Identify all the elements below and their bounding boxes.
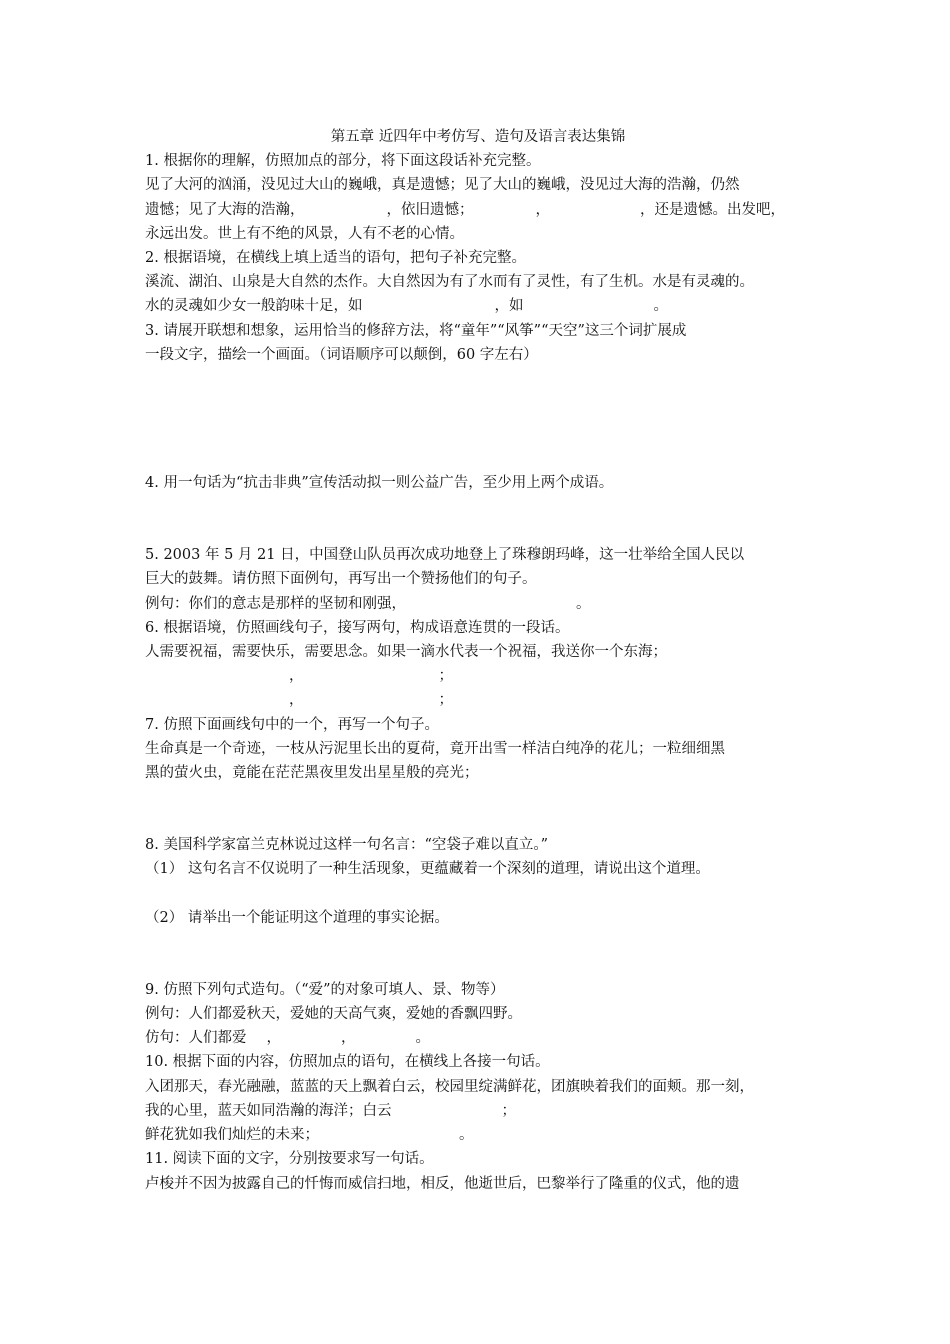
q1-prompt: 1. 根据你的理解，仿照加点的部分，将下面这段话补充完整。: [145, 153, 541, 170]
chapter-title: 第五章 近四年中考仿写、造句及语言表达集锦: [330, 129, 626, 145]
q10-line3-text: 鲜花犹如我们灿烂的未来；: [145, 1127, 319, 1144]
q8-sub1: （1） 这句名言不仅说明了一种生活现象，更蕴藏着一个深刻的道理，请说出这个道理。: [145, 861, 710, 878]
q6-comma-2: ，: [289, 692, 304, 709]
q6-semicolon-1: ；: [438, 668, 453, 685]
q10-line3: [145, 1123, 811, 1147]
q2-line2: [145, 294, 811, 318]
q2-line2-part2: ，如: [494, 298, 524, 315]
q9-comma-1: ，: [266, 1030, 281, 1047]
q1-line1: 见了大河的汹涌，没见过大山的巍峨，真是遗憾；见了大山的巍峨，没见过大海的浩瀚，仍然: [145, 177, 740, 194]
q8-answer-space-2: [145, 930, 811, 978]
q7-prompt: 7. 仿照下面画线句中的一个，再写一个句子。: [145, 716, 439, 733]
q9-period: 。: [415, 1030, 430, 1047]
q11-line1: 卢梭并不因为披露自己的忏悔而威信扫地，相反，他逝世后，巴黎举行了隆重的仪式，他的遗: [145, 1175, 740, 1192]
q10-line2-text: 我的心里，蓝天如同浩瀚的海洋；白云: [145, 1102, 392, 1119]
q1-line2-part1: 遗憾；见了大海的浩瀚，: [145, 201, 305, 218]
document-body: [145, 125, 811, 1196]
q7-line1: 生命真是一个奇迹，一枝从污泥里长出的夏荷，竟开出雪一样洁白纯净的花儿；一粒细细黑: [145, 740, 725, 757]
q5-line2: 巨大的鼓舞。请仿照下面例句，再写出一个赞扬他们的句子。: [145, 571, 537, 588]
q7-line2: 黑的萤火虫，竟能在茫茫黑夜里发出星星般的亮光；: [145, 765, 479, 782]
q5-line1: 5. 2003 年 5 月 21 日，中国登山队员再次成功地登上了珠穆朗玛峰，这一壮举给全国人民以: [145, 547, 745, 564]
q10-semicolon: ；: [501, 1102, 516, 1119]
q5-example: [145, 592, 811, 616]
q5-example-end: 。: [576, 595, 591, 612]
q1-line2-part4: ，还是遗憾。出发吧，: [640, 201, 785, 218]
q9-imitate-text: 仿句：人们都爱: [145, 1030, 247, 1047]
q6-prompt: 6. 根据语境，仿照画线句子，接写两句，构成语意连贯的一段话。: [145, 619, 570, 636]
q1-line2-part2: ，依旧遗憾；: [386, 201, 474, 218]
q10-line1: 入团那天，春光融融，蓝蓝的天上飘着白云，校园里绽满鲜花，团旗映着我们的面颊。那一刻，: [145, 1078, 754, 1095]
q9-example: 例句：人们都爱秋天，爱她的天高气爽，爱她的香飘四野。: [145, 1006, 522, 1023]
q8-answer-space-1: [145, 882, 811, 906]
q2-line2-part1: 水的灵魂如少女一般韵味十足，如: [145, 298, 363, 315]
q9-prompt: 9. 仿照下列句式造句。（“爱”的对象可填人、景、物等）: [145, 981, 505, 998]
q3-line2: 一段文字，描绘一个画面。（词语顺序可以颠倒，60 字左右）: [145, 346, 538, 363]
q4-answer-space: [145, 495, 811, 543]
q1-line2: [145, 198, 811, 222]
q3-line1: 3. 请展开联想和想象，运用恰当的修辞方法，将“童年”“风筝”“天空”这三个词扩展成: [145, 322, 687, 339]
q9-imitate: [145, 1026, 811, 1050]
q10-period: 。: [459, 1127, 474, 1144]
q10-line2: [145, 1099, 811, 1123]
q6-comma-1: ，: [289, 668, 304, 685]
q6-blank-line-2: [145, 688, 811, 712]
q2-line1: 溪流、湖泊、山泉是大自然的杰作。大自然因为有了水而有了灵性，有了生机。水是有灵魂的。: [145, 274, 754, 291]
q3-answer-space: [145, 367, 811, 471]
q8-prompt: 8. 美国科学家富兰克林说过这样一句名言：“空袋子难以直立。”: [145, 837, 549, 854]
q9-comma-2: ，: [341, 1030, 356, 1047]
q6-semicolon-2: ；: [438, 692, 453, 709]
q11-prompt: 11. 阅读下面的文字，分别按要求写一句话。: [145, 1151, 434, 1168]
q5-example-text: 例句：你们的意志是那样的坚韧和刚强，: [145, 595, 406, 612]
q7-answer-space: [145, 785, 811, 833]
q1-line2-part3: ，: [535, 201, 550, 218]
q8-sub2: （2） 请举出一个能证明这个道理的事实论据。: [145, 909, 449, 926]
q10-prompt: 10. 根据下面的内容，仿照加点的语句，在横线上各接一句话。: [145, 1054, 550, 1071]
q6-blank-line-1: [145, 664, 811, 688]
q1-line3: 永远出发。世上有不绝的风景，人有不老的心情。: [145, 225, 464, 242]
q2-prompt: 2. 根据语境，在横线上填上适当的语句，把句子补充完整。: [145, 250, 526, 267]
q4-prompt: 4. 用一句话为“抗击非典”宣传活动拟一则公益广告，至少用上两个成语。: [145, 475, 614, 492]
q6-line1: 人需要祝福，需要快乐，需要思念。如果一滴水代表一个祝福，我送你一个东海；: [145, 644, 667, 661]
q2-line2-part3: 。: [653, 298, 668, 315]
